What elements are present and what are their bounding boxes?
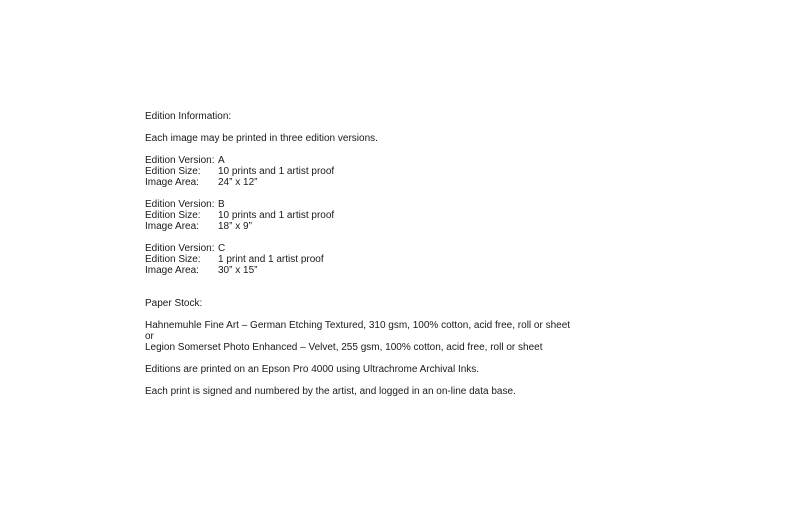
image-area-value: 24” x 12” [218, 177, 258, 188]
edition-size-row [145, 210, 765, 221]
image-area-label: Image Area: [145, 265, 199, 276]
edition-version-label: Edition Version: [145, 243, 215, 254]
paper-option-1: Hahnemuhle Fine Art – German Etching Textured, 310 gsm, 100% cotton, acid free, roll or sheet [145, 320, 571, 331]
edition-version-label: Edition Version: [145, 199, 215, 210]
edition-version-value: A [218, 155, 225, 166]
edition-version-row [145, 243, 765, 254]
paper-or: or [145, 331, 154, 342]
edition-version-label: Edition Version: [145, 155, 215, 166]
intro-text: Each image may be printed in three edition versions. [145, 133, 378, 144]
edition-heading: Edition Information: [145, 111, 232, 122]
edition-block-a [145, 155, 765, 188]
edition-version-value: B [218, 199, 225, 210]
edition-version-row [145, 199, 765, 210]
image-area-row [145, 221, 765, 232]
edition-size-label: Edition Size: [145, 254, 201, 265]
edition-size-label: Edition Size: [145, 210, 201, 221]
document-body [145, 111, 765, 397]
edition-size-label: Edition Size: [145, 166, 201, 177]
edition-size-row [145, 254, 765, 265]
edition-size-value: 10 prints and 1 artist proof [218, 210, 335, 221]
signing-note: Each print is signed and numbered by the artist, and logged in an on-line data base. [145, 386, 516, 397]
image-area-row [145, 177, 765, 188]
edition-block-b [145, 199, 765, 232]
image-area-row [145, 265, 765, 276]
paper-option-2: Legion Somerset Photo Enhanced – Velvet, 255 gsm, 100% cotton, acid free, roll or sheet [145, 342, 543, 353]
image-area-value: 18” x 9” [218, 221, 252, 232]
edition-version-row [145, 155, 765, 166]
edition-size-value: 1 print and 1 artist proof [218, 254, 324, 265]
image-area-label: Image Area: [145, 221, 199, 232]
edition-size-row [145, 166, 765, 177]
image-area-value: 30” x 15” [218, 265, 258, 276]
edition-block-c [145, 243, 765, 276]
edition-size-value: 10 prints and 1 artist proof [218, 166, 335, 177]
paper-heading: Paper Stock: [145, 298, 203, 309]
edition-version-value: C [218, 243, 226, 254]
printing-note: Editions are printed on an Epson Pro 4000 using Ultrachrome Archival Inks. [145, 364, 480, 375]
image-area-label: Image Area: [145, 177, 199, 188]
